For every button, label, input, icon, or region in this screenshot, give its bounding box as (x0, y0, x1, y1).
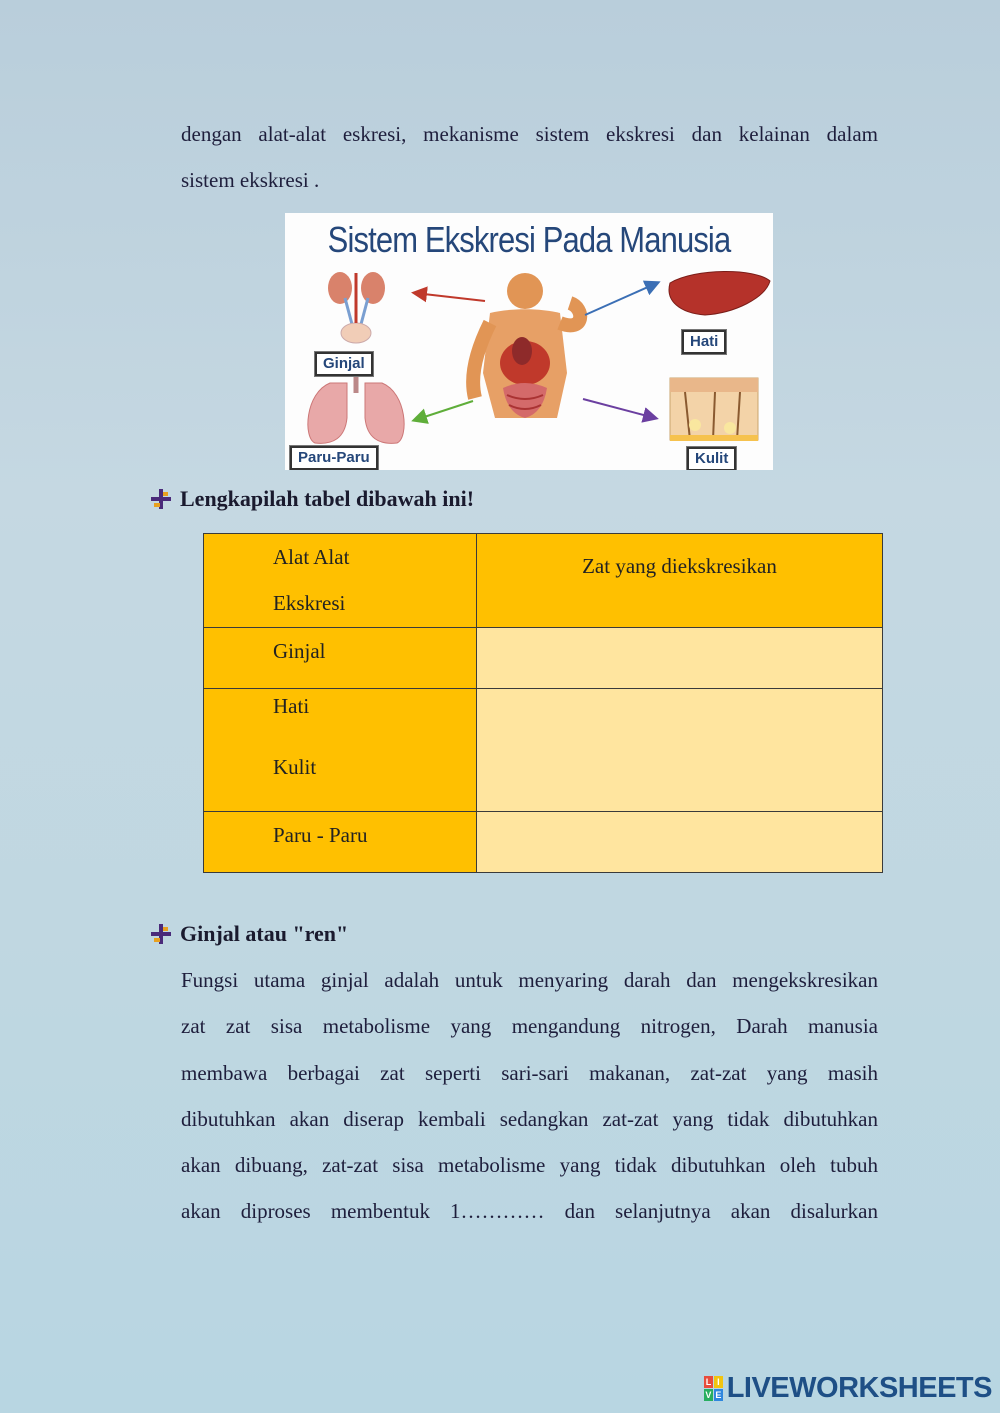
section-heading-table (150, 486, 474, 512)
table-header-row (204, 534, 883, 628)
liveworksheets-logo-icon (704, 1376, 723, 1401)
label-ginjal: Ginjal (315, 352, 373, 376)
logo-letter: V (705, 1390, 711, 1400)
ginjal-paragraph (181, 957, 878, 1235)
excretory-system-figure (285, 213, 773, 470)
label-paru-paru: Paru-Paru (290, 446, 378, 470)
organ-name: Hati (273, 694, 310, 718)
table-row (204, 689, 883, 812)
logo-letter: L (705, 1377, 711, 1387)
header-cell-organ (204, 534, 477, 628)
liver-icon (669, 271, 770, 315)
paragraph-line: Fungsi utama ginjal adalah untuk menyaring darah dan mengekskresikan (181, 968, 878, 992)
paragraph-line: zat zat sisa metabolisme yang mengandung nitrogen, Darah manusia (181, 1014, 878, 1039)
header-organ-line1: Alat Alat (273, 545, 350, 569)
table-row (204, 628, 883, 689)
header-organ-line2: Ekskresi (273, 591, 346, 615)
logo-letter: E (715, 1390, 721, 1400)
answer-cell-ginjal[interactable] (477, 628, 883, 689)
section-heading-text: Ginjal atau "ren" (180, 921, 349, 946)
organ-cell (204, 689, 477, 812)
skin-icon (670, 378, 758, 441)
watermark-text: LIVEWORKSHEETS (726, 1372, 992, 1404)
intro-paragraph (181, 111, 878, 204)
answer-cell-hati-kulit[interactable] (477, 689, 883, 812)
section-heading-text: Lengkapilah tabel dibawah ini! (180, 486, 475, 511)
answer-cell-paru[interactable] (477, 812, 883, 873)
label-kulit: Kulit (687, 447, 736, 470)
organ-name: Ginjal (273, 639, 326, 663)
logo-letter: I (714, 1376, 723, 1388)
paragraph-line: akan diproses membentuk 1………… dan selanjutnya akan disalurkan (181, 1199, 878, 1224)
figure-title: Sistem Ekskresi Pada Manusia (327, 219, 731, 260)
header-substance-text: Zat yang diekskresikan (582, 554, 777, 578)
kidney-icon (328, 272, 385, 343)
organ-cell (204, 628, 477, 689)
cross-bullet-icon (150, 923, 172, 945)
paragraph-line: dibutuhkan akan diserap kembali sedangkan zat-zat yang tidak dibutuhkan (181, 1106, 878, 1131)
paragraph-line: membawa berbagai zat seperti sari-sari makanan, zat-zat yang masih (181, 1060, 878, 1085)
section-heading-ginjal (150, 921, 348, 947)
header-cell-substance (477, 534, 883, 628)
cross-bullet-icon (150, 488, 172, 510)
excretion-table (203, 533, 883, 873)
organ-cell (204, 812, 477, 873)
liveworksheets-watermark (704, 1372, 992, 1405)
organ-name: Kulit (273, 755, 317, 779)
organ-name: Paru - Paru (273, 823, 368, 847)
table-row (204, 812, 883, 873)
intro-line-2: sistem ekskresi . (181, 168, 320, 193)
paragraph-line: akan dibuang, zat-zat sisa metabolisme yang tidak dibutuhkan oleh tubuh (181, 1153, 878, 1178)
human-body-icon (473, 273, 580, 418)
label-hati: Hati (682, 330, 726, 354)
intro-line-1: dengan alat-alat eskresi, mekanisme sistem ekskresi dan kelainan dalam (181, 122, 878, 146)
